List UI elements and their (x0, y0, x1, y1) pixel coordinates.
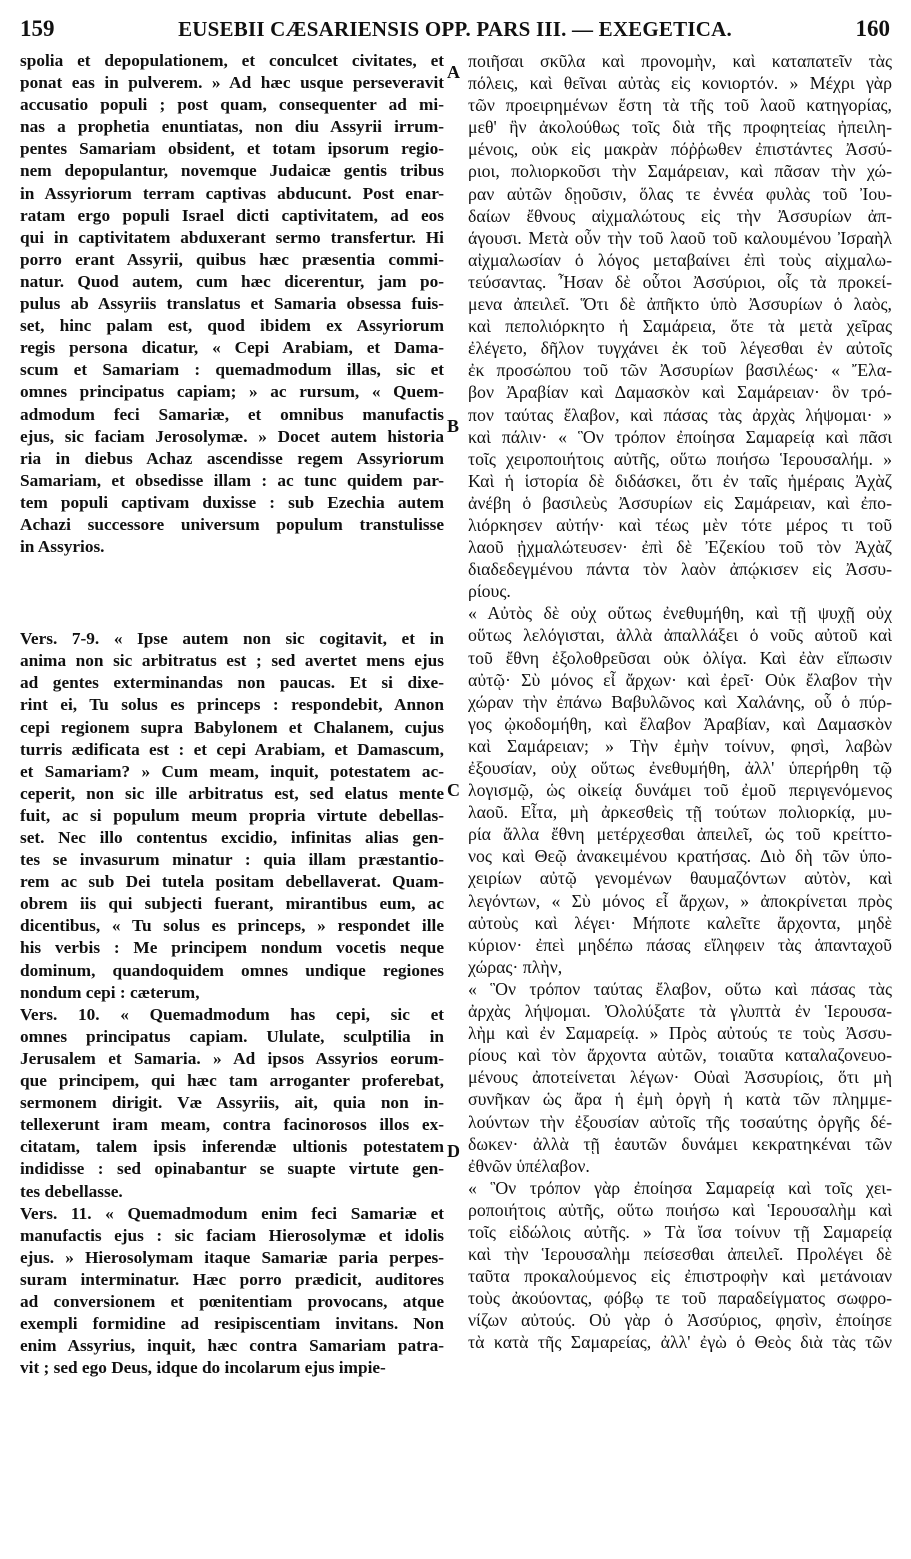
text-line: συνῆκαν ὡς ἄρα ἡ ἐμὴ ὀργὴ ἡ κατὰ τῶν πλημμε- (468, 1089, 892, 1110)
paragraph-gap (20, 558, 444, 628)
text-line: Vers. 7-9. « Ipse autem non sic cogitavit, et in (20, 629, 444, 649)
text-line: sermonem dirigit. Væ Assyriis, ait, quia non in- (20, 1093, 444, 1113)
text-line: ἐθνῶν ὑπέλαβον. (468, 1155, 590, 1176)
text-line: pulus ab Assyriis translatus et Samaria obsessa fuis- (20, 294, 444, 314)
text-line: « Ὃν τρόπον ταύτας ἔλαβον, οὕτω καὶ πάσας τὰς (468, 978, 892, 999)
greek-column (468, 50, 892, 1354)
text-line: κύριον· ἐπεὶ μηδέπω πάσας εἴληφειν τὰς ἁπανταχοῦ (468, 934, 892, 955)
text-line: μένους ἀποτείνεται λέγων· Οὐαὶ Ἀσσυρίοις, ὅτι μὴ (468, 1067, 892, 1088)
text-line: καὶ τὴν Ἱερουσαλὴμ πείσεσθαι ἀπειλεῖ. Προλέγει δὲ (468, 1244, 892, 1265)
text-line: ratam ergo populi Israel dicti captivitatem, ad eos (20, 205, 444, 225)
text-line: νος καὶ Θεῷ ἀνακειμένου κρατήσας. Διὸ δὴ τῶν ὑπο- (468, 846, 892, 867)
text-line: αὐτοὺς καὶ λέγει· Μήποτε καλεῖτε ἄρχοντα, μηδὲ (468, 912, 892, 933)
text-line: admodum feci Samariæ, et omnibus manufactis (20, 404, 444, 424)
text-line: δωκεν· ἀλλὰ τῇ ἑαυτῶν δυνάμει κεκρατηκέναι τῶν (468, 1133, 892, 1154)
text-line: scum et Samariam : quemadmodum illas, sic et (20, 360, 444, 380)
text-line: et Samariam? » Cum meam, inquit, potestatem ac- (20, 761, 444, 781)
text-line: vit ; sed ego Deus, idque do incolarum ejus impie- (20, 1358, 386, 1378)
text-line: ταῦτα προκαλούμενος εἰς ἐπιστροφὴν καὶ μετάνοιαν (468, 1266, 892, 1287)
text-line: μενα ἀπειλεῖ. Ὅτι δὲ ἀπῆκτο ὑπὸ Ἀσσυρίων ὁ λαὸς, (468, 294, 892, 315)
text-line: αὐτῷ· Σὺ μόνος εἶ ἄρχων· καὶ ἐρεῖ· Οὐκ ἔλαβον τὴν (468, 669, 892, 690)
text-line: indidisse : sed opinabantur se suapte virtute gen- (20, 1159, 444, 1179)
text-line: cepi regionem supra Babylonem et Chalanem, cujus (20, 717, 444, 737)
text-line: « Ὃν τρόπον γὰρ ἐποίησα Σαμαρείᾳ καὶ τοῖς χει- (468, 1177, 892, 1198)
text-line: dominum, quandoquidem omnes undique regiones (20, 960, 444, 980)
text-line: ria in diebus Achaz ascendisse regem Assyriorum (20, 448, 444, 468)
text-line: suram interminatur. Hæc porro prædicit, auditores (20, 1269, 444, 1289)
text-line: ροποιήτοις αὐτῆς, οὕτω ποιήσω καὶ Ἱερουσαλὴμ καὶ (468, 1199, 892, 1220)
text-line: τεύσαντας. Ἦσαν δὲ οὗτοι Ἀσσύριοι, οἷς τὰ προκεί- (468, 271, 892, 292)
text-line: pentes Samariam obsident, et totam ipsorum regio- (20, 139, 444, 159)
page-header (20, 10, 890, 46)
text-line: Vers. 10. « Quemadmodum has cepi, sic et (20, 1004, 444, 1024)
text-line: ἐξουσίαν, οὐχ οὕτως ἐνεθυμήθη, ἀλλ' ὑπερήρθη τῷ (468, 758, 892, 778)
text-line: omnes principatus capiam; » ac rursum, « Quem- (20, 382, 444, 402)
running-title: EUSEBII CÆSARIENSIS OPP. PARS III. — EXEGETICA. (178, 17, 732, 41)
text-line: rem ac sub Dei tutela positam debellaverat. Quam- (20, 872, 444, 892)
text-line: rint ei, Tu solus es princeps : respondebit, Annon (20, 695, 444, 715)
margin-marker-d: D (447, 1141, 460, 1161)
latin-column (20, 50, 444, 1379)
text-line: νίζων αὐτούς. Οὐ γὰρ ὁ Ἀσσύριος, φησὶν, ἐποίησε (468, 1310, 892, 1331)
text-line: qui in captivitatem abduxerant sermo transfertur. Hi (20, 227, 444, 247)
text-line: Samariam, et obsedisse illam : ac tunc quidem par- (20, 470, 444, 490)
text-line: ραν αὐτῶν δῃοῦσιν, ὅλας τε ἐννέα φυλὰς τοῦ Ἰου- (468, 183, 892, 204)
text-line: dicentibus, « Tu solus es princeps, » respondet ille (20, 916, 444, 936)
text-line: natur. Quod autem, cum hæc dicerentur, jam po- (20, 271, 444, 291)
text-line: τοῦ ἔθνη ἐξολοθρεῦσαι οὐκ ὀλίγα. Καὶ ἐὰν εἴπωσιν (468, 647, 892, 668)
text-line: ρία ἄλλα ἔθνη μετέρχεσθαι ἀπειλεῖ, ὡς τοῦ κρείττο- (468, 824, 892, 845)
text-line: ad conversionem et pœnitentiam provocans, atque (20, 1291, 444, 1311)
text-line: ποιῆσαι σκῦλα καὶ προνομὴν, καὶ καταπατεῖν τὰς (468, 51, 892, 71)
text-line: ejus, sic faciam Jerosolymæ. » Docet autem historia (20, 426, 444, 446)
latin-block-1 (20, 50, 444, 558)
text-line: καὶ πάλιν· « Ὃν τρόπον ἐποίησα Σαμαρείᾳ καὶ πᾶσι (468, 426, 892, 447)
text-line: « Αὐτὸς δὲ οὐχ οὕτως ἐνεθυμήθη, καὶ τῇ ψυχῇ οὐχ (468, 603, 892, 624)
text-line: ριοι, πολιορκοῦσι τὴν Σαμάρειαν, καὶ πᾶσαν τὴν χώ- (468, 161, 892, 182)
text-line: obrem iis qui subjecti fuerant, mirantibus eum, ac (20, 894, 444, 914)
text-line: λεγόντων, « Σὺ μόνος εἶ ἄρχων, » ἀποκρίνεται πρὸς (468, 890, 892, 911)
text-line: tem populi captivam duxisse : sub Ezechia autem (20, 492, 444, 512)
text-line: διαδεδεγμένου πάντα τὸν λαὸν ἀπῴκισεν εἰς Ἀσσυ- (468, 559, 892, 580)
text-line: ejus. » Hierosolymam itaque Samariæ paria perpes- (20, 1247, 444, 1267)
text-line: in Assyriorum terram captivas abducunt. Post enar- (20, 183, 444, 203)
text-line: nondum cepi : cæterum, (20, 982, 200, 1002)
text-line: set, hinc palam est, quod ibidem ex Assyriorum (20, 316, 444, 336)
page-number-left: 159 (20, 16, 55, 41)
text-line: omnes principatus capiam. Ululate, sculptilia in (20, 1026, 444, 1046)
text-line: ad gentes exterminandas non paucas. Et si dixe- (20, 673, 444, 693)
text-line: spolia et depopulationem, et conculcet civitates, et (20, 51, 444, 70)
text-line: porro erant Assyrii, quibus hæc præsentia commi- (20, 249, 444, 269)
text-line: χώρας· πλὴν, (468, 956, 563, 977)
text-line: οὕτως λελόγισται, ἀλλὰ ἀπαλλάξει ὁ νοῦς αὐτοῦ καὶ (468, 625, 892, 646)
text-line: ceperit, non sic ille arbitratus est, sed elatus mente (20, 783, 444, 803)
text-line: άγουσι. Μετὰ οὖν τὴν τοῦ λαοῦ τοῦ καλουμένου Ἰσραὴλ (468, 227, 892, 248)
latin-block-2 (20, 628, 444, 1379)
text-line: πον ταύτας ἔλαβον, καὶ πάσας τὰς ἀρχὰς λήψομαι· » (468, 404, 892, 425)
text-line: anima non sic arbitratus est ; sed avertet mens ejus (20, 651, 444, 671)
text-line: ἀνέβη ὁ βασιλεὺς Ἀσσυρίων εἰς Σαμάρειαν, καὶ ἐπο- (468, 492, 892, 513)
text-line: ἐλέγετο, δῆλον τυγχάνει ἐκ τοῦ λέγεσθαι ἐν αὐτοῖς (468, 338, 892, 359)
margin-marker-c: C (447, 780, 460, 800)
text-line: Achazi successore universum populum transtulisse (20, 514, 444, 534)
text-line: λὴμ καὶ ἐν Σαμαρείᾳ. » Πρὸς αὐτούς τε τοὺς Ἀσσυ- (468, 1023, 892, 1044)
text-line: ἐκ προσώπου τοῦ τῶν Ἀσσυρίων βασιλέως· « Ἔλα- (468, 360, 892, 381)
text-line: βον Ἀραβίαν καὶ Δαμασκὸν καὶ Σαμάρειαν· ὃν τρό- (468, 382, 892, 403)
text-line: ρίους. (468, 581, 511, 602)
text-line: tes debellasse. (20, 1181, 123, 1201)
text-line: τοῖς εἰδώλοις αὐτῆς. » Τὰ ἴσα τοίνυν τῇ Σαμαρείᾳ (468, 1221, 892, 1242)
text-line: λούντων τὴν ἐξουσίαν αὐτοῖς τῆς τοσαύτης ὀργῆς δέ- (468, 1111, 892, 1132)
text-line: citatam, talem ipsis inferendæ ultionis potestatem (20, 1137, 444, 1157)
text-line: turris ædificata est : et cepi Arabiam, et Damascum, (20, 739, 444, 759)
text-line: ponat eas in pulverem. » Ad hæc usque perseveravit (20, 73, 444, 93)
text-line: enim Assyrius, inquit, hæc contra Samariam patra- (20, 1336, 444, 1356)
text-line: Καὶ ἡ ἱστορία δὲ διδάσκει, ὅτι ἐν ταῖς ἡμέραις Ἀχὰζ (468, 470, 892, 491)
page-number-right: 160 (855, 16, 890, 41)
text-line: καὶ πεπολιόρκητο ἡ Σαμάρεια, ὅτε τὰ μετὰ χεῖρας (468, 316, 892, 337)
text-line: τὰ κατὰ τῆς Σαμαρείας, ἀλλ' ἐγὼ ὁ Θεὸς διὰ τὰς τῶν (468, 1332, 892, 1353)
text-line: τοὺς ἀκούοντας, φόβῳ τε τοῦ παραδείγματος σωφρο- (468, 1288, 892, 1309)
margin-marker-a: A (447, 62, 460, 82)
text-line: λογισμῷ, ὡς οἰκείᾳ δυνάμει τοῦ ἐμοῦ περιγενόμενος (468, 780, 892, 801)
text-line: μένοις, οὐκ εἰς μακρὰν πόῤῥωθεν ἐπιστάντες Ἀσσύ- (468, 139, 892, 160)
text-line: tellexerunt iram meam, contra facinorosos illos ex- (20, 1115, 444, 1135)
text-line: αἰχμαλωσίαν ὁ λόγος μεταβαίνει ἐπὶ τοὺς αἰχμαλω- (468, 249, 892, 270)
text-line: λαοῦ. Εἶτα, μὴ ἀρκεσθεὶς τῇ τούτων πολιορκίᾳ, μυ- (468, 802, 892, 823)
text-line: δαίων ἔθνους αἰχμαλώτους εἰς τὴν Ἀσσυρίων ἀπ- (468, 205, 892, 226)
text-line: ἀρχὰς λήψομαι. Ὀλολύξατε τὰ γλυπτὰ ἐν Ἱερουσα- (468, 1001, 892, 1022)
text-line: accusatio populi ; post quam, consequenter ad mi- (20, 95, 444, 115)
text-line: τῶν προειρημένων ἔστη τὰ τῆς τοῦ λαοῦ κατηγορίας, (468, 95, 892, 116)
text-line: μεθ' ἣν ἀκολούθως τοῖς διὰ τῆς προφητείας ἠπειλη- (468, 117, 892, 138)
text-line: λαοῦ ᾐχμαλώτευσεν· ἐπὶ δὲ Ἐζεκίου τοῦ τὸν Ἀχὰζ (468, 537, 892, 558)
text-line: πόλεις, καὶ θεῖναι αὐτὰς εἰς κονιορτόν. » Μέχρι γὰρ (468, 73, 892, 94)
text-line: set. Nec illo contentus excidio, infinitas alias gen- (20, 828, 444, 847)
text-line: his verbis : Me principem nondum vocetis neque (20, 938, 444, 958)
text-line: exempli formidine ad resipiscentiam invitans. Non (20, 1314, 444, 1334)
text-line: manufactis ejus : sic faciam Hierosolymæ et idolis (20, 1225, 444, 1245)
text-line: que principem, qui hæc tam arroganter proferebat, (20, 1071, 444, 1091)
text-line: λιόρκησεν αὐτήν· καὶ τέως μὲν τότε μέρος τι τοῦ (468, 514, 892, 535)
text-line: καὶ Σαμάρειαν; » Τὴν ἐμὴν τοίνυν, φησὶ, λαβὼν (468, 735, 892, 756)
text-line: γος ᾠκοδομήθη, καὶ ἔλαβον Ἀραβίαν, καὶ Δαμασκὸν (468, 713, 892, 734)
text-line: nem depopulantur, novemque Judaicæ gentis tribus (20, 161, 444, 181)
text-line: regis persona dicatur, « Cepi Arabiam, et Dama- (20, 338, 444, 358)
text-line: χώραν τὴν ἐπάνω Βαβυλῶνος καὶ Χαλάνης, οὗ ὁ πύρ- (468, 691, 892, 712)
text-line: in Assyrios. (20, 537, 105, 557)
text-line: ρίους καὶ τὸν ἄρχοντα αὐτῶν, τοιαῦτα καταλαζονευο- (468, 1045, 892, 1066)
text-line: nas a prophetia enuntiatas, non diu Assyrii irrum- (20, 117, 444, 137)
text-line: fuit, ac si populum meum propria virtute debellas- (20, 805, 444, 825)
text-line: χειρίων αὐτῷ γενομένων θαυμαζόντων αὐτὸν, καὶ (468, 868, 892, 889)
text-line: Jerusalem et Samaria. » Ad ipsos Assyrios eorum- (20, 1048, 444, 1068)
margin-marker-b: B (447, 416, 460, 436)
text-line: tes se invasurum minatur : quia illam præstantio- (20, 850, 444, 870)
text-line: τοῖς χειροποιήτοις αὐτῆς, οὕτω ποιήσω Ἱερουσαλήμ. » (468, 448, 892, 469)
text-line: Vers. 11. « Quemadmodum enim feci Samariæ et (20, 1203, 444, 1223)
